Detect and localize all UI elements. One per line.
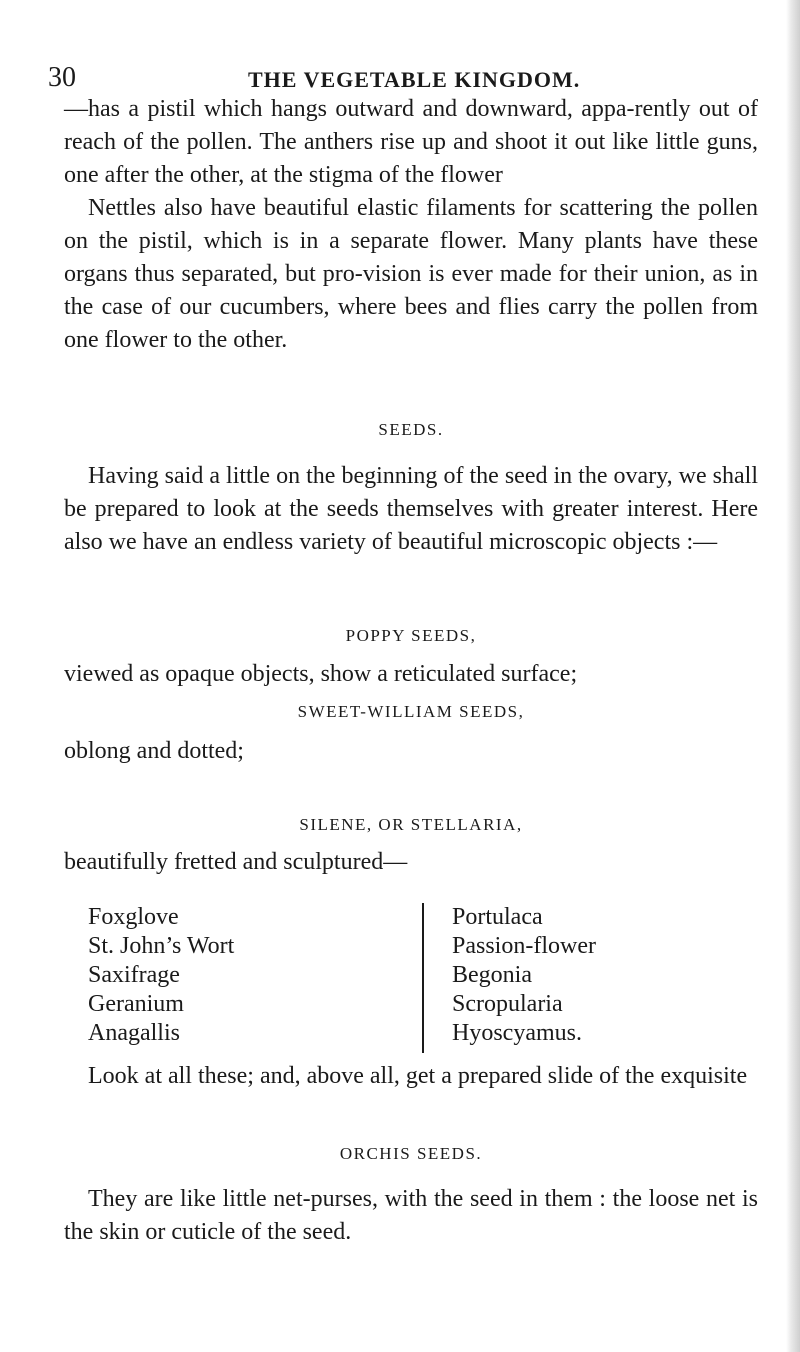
plant-list-left-column <box>88 903 234 1048</box>
plant-list-item: Hyoscyamus. <box>452 1020 582 1046</box>
heading-poppy-seeds: POPPY SEEDS, <box>345 626 477 645</box>
paragraph-1: —has a pistil which hangs outward and downward, appa-rently out of reach of the pollen. The anthers rise up and shoot it out like little guns, one after the other, at the stigma of the flower <box>64 96 758 188</box>
page-edge-shadow <box>786 0 800 1352</box>
paragraph-4: viewed as opaque objects, show a reticulated surface; <box>64 661 578 687</box>
heading-orchis-seeds: ORCHIS SEEDS. <box>339 1144 483 1163</box>
plant-list-item: Geranium <box>88 991 184 1017</box>
paragraph-seeds-intro <box>64 460 758 559</box>
plant-list-item: St. John’s Wort <box>88 933 235 959</box>
running-head: THE VEGETABLE KINGDOM. <box>248 67 581 92</box>
plant-list-table <box>88 903 728 1051</box>
heading-sweet-william: SWEET-WILLIAM SEEDS, <box>297 702 525 721</box>
plant-list-item: Begonia <box>452 962 532 988</box>
paragraph-7: Look at all these; and, above all, get a prepared slide of the exquisite <box>88 1063 748 1089</box>
column-divider <box>422 903 424 1053</box>
paragraph-silene <box>64 846 758 879</box>
heading-seeds: SEEDS. <box>378 420 444 439</box>
paragraph-sweet-william <box>64 735 758 768</box>
heading-silene: SILENE, OR STELLARIA, <box>299 815 523 834</box>
paragraph-8: They are like little net-purses, with the seed in them : the loose net is the skin or cuticle of the seed. <box>64 1186 758 1245</box>
paragraph-6: beautifully fretted and sculptured— <box>64 849 408 875</box>
paragraph-2: Nettles also have beautiful elastic filaments for scattering the pollen on the pistil, which is in a separate flower. Many plants have these organs thus separated, but pro-vision is ever made for their union, as in the case of our cucumbers, where bees and flies carry the pollen from one flower to the other. <box>64 195 758 353</box>
paragraph-look-at <box>64 1060 758 1093</box>
plant-list-item: Saxifrage <box>88 962 180 988</box>
plant-list-item: Portulaca <box>452 904 543 930</box>
plant-list-right-column <box>452 903 596 1048</box>
plant-list-item: Anagallis <box>88 1020 180 1046</box>
page-header <box>48 58 758 98</box>
paragraph-5: oblong and dotted; <box>64 738 244 764</box>
page-number: 30 <box>48 62 76 93</box>
plant-list-item: Scropularia <box>452 991 563 1017</box>
plant-list-item: Foxglove <box>88 904 179 930</box>
paragraph-3: Having said a little on the beginning of the seed in the ovary, we shall be prepared to look at the seeds themselves with greater interest. Here also we have an endless variety of beautiful microscopic objects :— <box>64 463 758 555</box>
paragraph-poppy <box>64 658 758 691</box>
paragraph-orchis <box>64 1183 758 1249</box>
plant-list-item: Passion-flower <box>452 933 596 959</box>
paragraph-pistil <box>64 93 758 357</box>
